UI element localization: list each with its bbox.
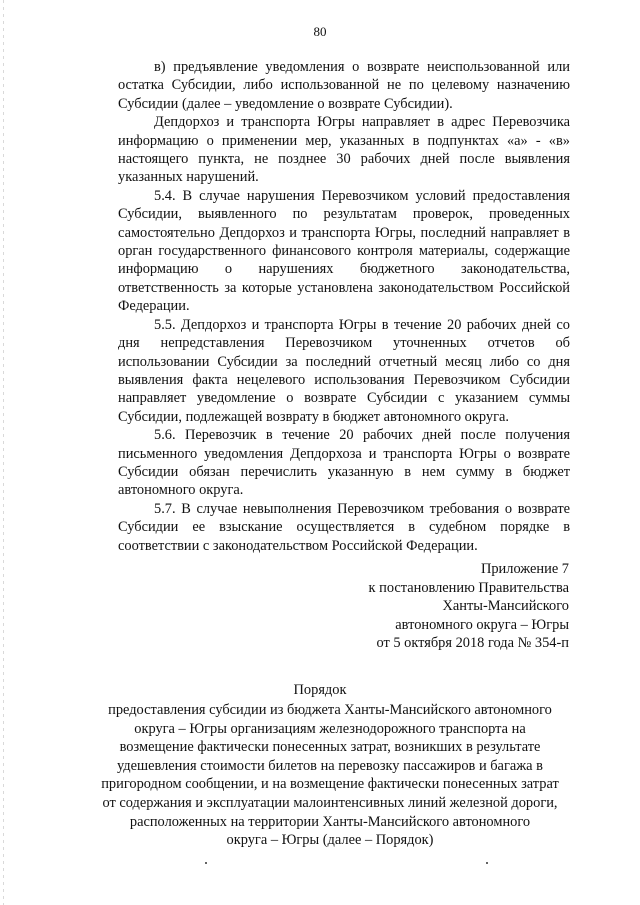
paragraph-5-4: 5.4. В случае нарушения Перевозчиком условий предоставления Субсидии, выявленного по результатам проверок, проведенных самостоятельно Депдорхоз и транспорта Югры, последний направляет в орган государственного финансового контроля материалы, содержащие информацию о нарушениях бюджетного законодательства, ответственность за которые установлена законодательством Российской Федерации. xyxy=(118,187,570,315)
appendix-line: Приложение 7 xyxy=(480,561,569,577)
order-line: пригородном сообщении, и на возмещение фактически понесенных затрат xyxy=(101,776,559,793)
appendix-header xyxy=(369,560,569,653)
scan-dot-artifact xyxy=(486,862,488,864)
order-line: от содержания и эксплуатации малоинтенсивных линий железной дороги, xyxy=(102,794,558,811)
order-line: расположенных на территории Ханты-Мансийского автономного xyxy=(129,813,531,830)
appendix-line: Ханты-Мансийского xyxy=(442,598,569,615)
page-number: 80 xyxy=(313,24,327,39)
appendix-line: от 5 октября 2018 года № 354-п xyxy=(376,635,569,652)
paragraph-5-7: 5.7. В случае невыполнения Перевозчиком требования о возврате Субсидии ее взыскание осуществляется в судебном порядке в соответствии с законодательством Российской Федерации. xyxy=(118,500,570,554)
paragraph-info: Депдорхоз и транспорта Югры направляет в адрес Перевозчика информацию о применении мер, указанных в подпунктах «а» - «в» настоящего пункта, не позднее 30 рабочих дней после выявления указанных нарушений. xyxy=(118,114,570,186)
order-line: округа – Югры (далее – Порядок) xyxy=(226,832,434,849)
order-description xyxy=(80,701,580,850)
paragraph-5-6: 5.6. Перевозчик в течение 20 рабочих дней после получения письменного уведомления Депдорхоза и транспорта Югры о возврате Субсидии обязан перечислить указанную в нем сумму в бюджет автономного округа. xyxy=(118,427,570,499)
appendix-line: автономного округа – Югры xyxy=(395,616,569,633)
order-title: Порядок xyxy=(293,682,347,698)
paragraph-5-5: 5.5. Депдорхоз и транспорта Югры в течение 20 рабочих дней со дня непредставления Перевозчиком уточненных отчетов об использовании Субсидии за последний отчетный месяц либо со дня выявления факта нецелевого использования Перевозчиком Субсидии направляет уведомление о возврате Субсидии с указанием суммы Субсидии, подлежащей возврату в бюджет автономного округа. xyxy=(118,316,570,425)
order-line: округа – Югры организациям железнодорожного транспорта на xyxy=(134,720,526,737)
order-line: удешевления стоимости билетов на перевозку пассажиров и багажа в xyxy=(117,757,543,774)
paragraph-v: в) предъявление уведомления о возврате неиспользованной или остатка Субсидии, либо использованной не по целевому назначению Субсидии (далее – уведомление о возврате Субсидии). xyxy=(118,59,570,112)
order-line: предоставления субсидии из бюджета Ханты-Мансийского автономного xyxy=(108,702,552,718)
scan-dot-artifact xyxy=(205,862,207,864)
scan-edge-artifact xyxy=(3,0,4,905)
order-line: возмещение фактически понесенных затрат, возникших в результате xyxy=(119,739,541,756)
body-text xyxy=(118,58,570,555)
appendix-line: к постановлению Правительства xyxy=(368,579,569,596)
